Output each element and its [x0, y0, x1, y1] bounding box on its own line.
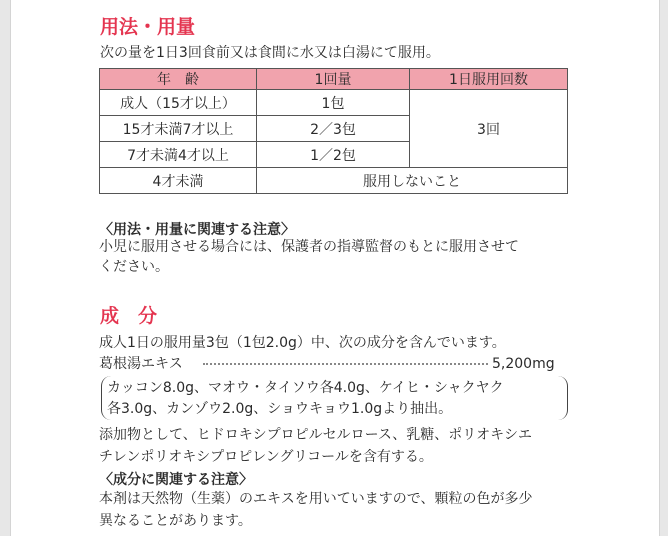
dose-cell: 2／3包: [257, 116, 410, 142]
ingredients-intro: 成人1日の服用量3包（1包2.0g）中、次の成分を含んでいます。: [99, 335, 506, 351]
table-row: [100, 90, 568, 116]
header-times: 1日服用回数: [410, 69, 568, 90]
dose-cell: 1包: [257, 90, 410, 116]
ingredients-title: 成 分: [100, 305, 158, 327]
dosage-table: [99, 68, 568, 194]
additive-line: 添加物として、ヒドロキシプロピルセルロース、乳糖、ポリオキシエ: [99, 427, 533, 443]
age-cell: 成人（15才以上）: [100, 90, 257, 116]
herb-line: 各3.0g、カンゾウ2.0g、ショウキョウ1.0gより抽出。: [107, 401, 453, 417]
ingredients-caution-title: 〈成分に関連する注意〉: [99, 472, 253, 488]
extract-name: 葛根湯エキス: [99, 356, 183, 372]
age-cell: 7才未満4才以上: [100, 142, 257, 168]
times-cell: 3回: [410, 90, 568, 168]
usage-intro: 次の量を1日3回食前又は食間に水又は白湯にて服用。: [100, 45, 440, 61]
not-for-use-cell: 服用しないこと: [257, 168, 568, 194]
age-cell: 4才未満: [100, 168, 257, 194]
dose-cell: 1／2包: [257, 142, 410, 168]
usage-caution-line: 小児に服用させる場合には、保護者の指導監督のもとに服用させて: [99, 239, 519, 255]
dosage-table-header: [100, 69, 568, 90]
table-row: [100, 168, 568, 194]
header-age: 年 齢: [100, 69, 257, 90]
usage-caution-line: ください。: [99, 259, 169, 275]
usage-caution-title: 〈用法・用量に関連する注意〉: [99, 222, 295, 238]
herb-line: カッコン8.0g、マオウ・タイソウ各4.0g、ケイヒ・シャクヤク: [107, 380, 504, 396]
usage-title: 用法・用量: [100, 16, 196, 38]
extract-amount: 5,200mg: [492, 356, 555, 372]
ingredients-caution-line: 異なることがあります。: [99, 513, 252, 529]
header-dose: 1回量: [257, 69, 410, 90]
leader-dots: [203, 357, 488, 365]
additive-line: チレンポリオキシプロピレングリコールを含有する。: [99, 449, 433, 465]
age-cell: 15才未満7才以上: [100, 116, 257, 142]
ingredients-caution-line: 本剤は天然物（生薬）のエキスを用いていますので、顆粒の色が多少: [99, 491, 533, 507]
